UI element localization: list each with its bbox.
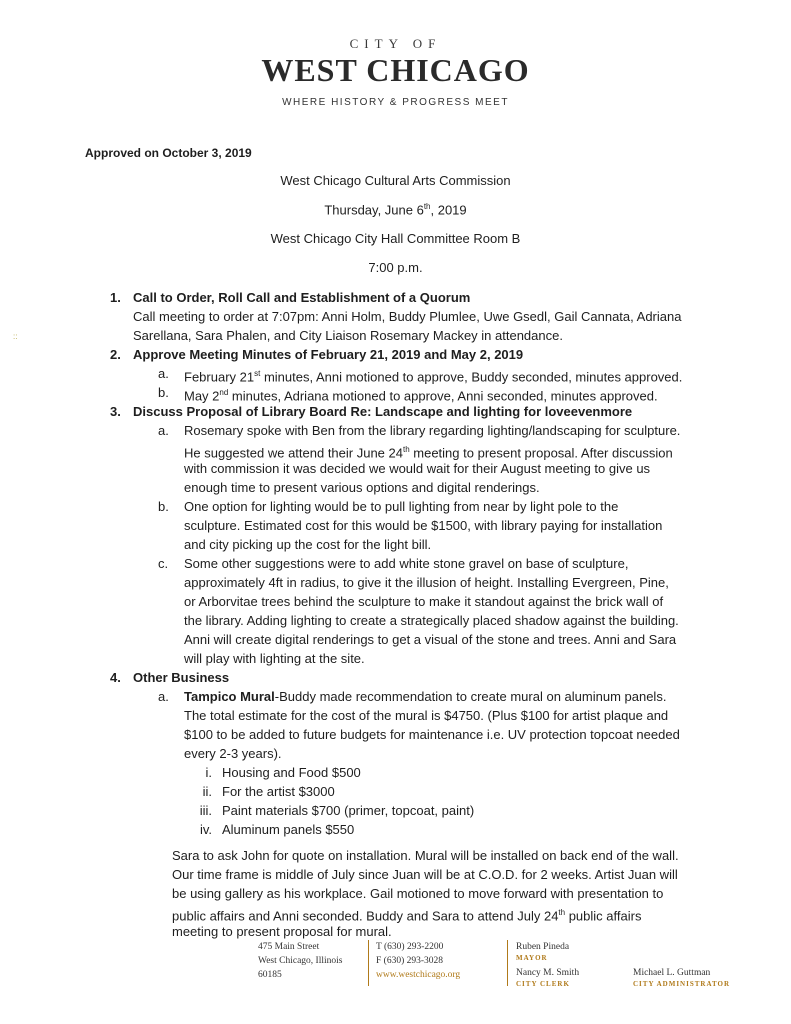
mural-line-2: $100 to be added to future budgets for maintenance i.e. UV protection topcoat needed xyxy=(184,727,680,742)
section-3-item-a-line-4: enough time to present various options and digital renderings. xyxy=(184,480,540,495)
section-3-item-c-line-4: the library. Adding lighting to create a strategically placed shadow against the building. xyxy=(184,613,679,628)
footer-address xyxy=(258,940,342,982)
mural-closing-line-4: public affairs and Anni seconded. Buddy and Sara to attend July 24th public affairs xyxy=(172,908,642,924)
section-3-item-b-line-1: One option for lighting would be to pull lighting from near by light pole to the xyxy=(184,499,619,514)
section-3-item-a-line-2: He suggested we attend their June 24th meeting to present proposal. After discussion xyxy=(184,445,673,461)
section-3-item-b-line-2: sculpture. Estimated cost for this would be $1500, with library paying for installation xyxy=(184,518,663,533)
footer-divider-2 xyxy=(507,940,508,986)
section-3-item-b-line-3: and city picking up the cost for the light bill. xyxy=(184,537,432,552)
footer-address-city: West Chicago, Illinois xyxy=(258,956,343,966)
section-3-item-c-line-3: or Arborvitae trees behind the sculpture to make it standout against the brick wall of xyxy=(184,594,664,609)
footer-contact xyxy=(376,940,460,982)
footer-phone: T (630) 293-2200 xyxy=(376,942,444,952)
letterhead-city-of: CITY OF xyxy=(349,36,442,51)
letterhead-city-name: WEST CHICAGO xyxy=(261,52,530,88)
mural-line-3: every 2-3 years). xyxy=(184,746,282,761)
mural-sub-iii-marker: iii. xyxy=(199,803,212,818)
section-3-item-c-line-2: approximately 4ft in radius, to give it the illusion of height. Installing Evergreen, Pine, xyxy=(184,575,669,590)
section-2-heading: Approve Meeting Minutes of February 21, 2019 and May 2, 2019 xyxy=(133,347,524,362)
mural-closing-line-1: Sara to ask John for quote on installation. Mural will be installed on back end of the wall. xyxy=(172,848,679,863)
section-3-item-a-line-3: with commission it was decided we would wait for their August meeting to give us xyxy=(184,461,651,476)
section-3-item-c-line-6: will play with lighting at the site. xyxy=(184,651,365,666)
mural-sub-ii-marker: ii. xyxy=(202,784,212,799)
footer-mayor-name: Ruben Pineda xyxy=(516,942,570,952)
mural-first-line xyxy=(184,687,666,707)
commission-title: West Chicago Cultural Arts Commission xyxy=(280,173,511,188)
mural-sub-i-marker: i. xyxy=(205,765,212,780)
footer-fax: F (630) 293-3028 xyxy=(376,956,444,966)
mural-closing-line-5: meeting to present proposal for mural. xyxy=(172,924,392,939)
footer-address-street: 475 Main Street xyxy=(258,942,320,952)
mural-closing-line-2: Our time frame is middle of July since Juan will be at C.O.D. for 2 weeks. Artist Juan will xyxy=(172,867,678,882)
footer-clerk xyxy=(516,966,579,989)
footer-administrator xyxy=(633,966,730,989)
section-3-item-b-marker: b. xyxy=(158,499,169,514)
scan-mark: :: xyxy=(13,332,18,341)
footer-website[interactable]: www.westchicago.org xyxy=(376,970,461,980)
section-2-number: 2. xyxy=(110,347,121,362)
footer-admin-title: CITY ADMINISTRATOR xyxy=(633,980,731,988)
section-3-item-c-marker: c. xyxy=(158,556,169,571)
mural-sub-iv-marker: iv. xyxy=(199,822,212,837)
section-4-heading: Other Business xyxy=(133,670,230,685)
section-3-heading: Discuss Proposal of Library Board Re: Landscape and lighting for loveevenmore xyxy=(133,404,633,419)
mural-sub-iii: Paint materials $700 (primer, topcoat, paint) xyxy=(222,803,475,818)
approval-note: Approved on October 3, 2019 xyxy=(85,146,252,160)
section-1-number: 1. xyxy=(110,290,121,305)
section-1-line-2: Sarellana, Sara Phalen, and City Liaison Rosemary Mackey in attendance. xyxy=(133,328,563,343)
section-2-item-b: May 2nd minutes, Adriana motioned to approve, Anni seconded, minutes approved. xyxy=(184,388,658,404)
section-3-item-a-marker: a. xyxy=(158,423,169,438)
section-3-number: 3. xyxy=(110,404,121,419)
meeting-time: 7:00 p.m. xyxy=(368,260,423,275)
mural-title: Tampico Mural xyxy=(184,689,275,704)
section-3-item-c-line-5: Anni will create digital renderings to get a visual of the stone and trees. Anni and Sara xyxy=(184,632,677,647)
footer-address-zip: 60185 xyxy=(258,970,282,980)
mural-first-text: -Buddy made recommendation to create mural on aluminum panels. xyxy=(274,689,667,704)
letterhead-tagline: WHERE HISTORY & PROGRESS MEET xyxy=(282,97,509,108)
section-1-line-1: Call meeting to order at 7:07pm: Anni Holm, Buddy Plumlee, Uwe Gsedl, Gail Cannata, Adriana xyxy=(133,309,682,324)
mural-sub-iv: Aluminum panels $550 xyxy=(222,822,355,837)
mural-line-1: The total estimate for the cost of the mural is $4750. (Plus $100 for artist plaque and xyxy=(184,708,669,723)
section-3-item-a-line-1: Rosemary spoke with Ben from the library regarding lighting/landscaping for sculpture. xyxy=(184,423,681,438)
footer-mayor xyxy=(516,940,569,963)
mural-closing-line-3: be using gallery as his workplace. Gail motioned to move forward with presentation to xyxy=(172,886,664,901)
section-1-heading: Call to Order, Roll Call and Establishment of a Quorum xyxy=(133,290,471,305)
section-2-item-b-marker: b. xyxy=(158,385,169,400)
footer-mayor-title: MAYOR xyxy=(516,954,548,962)
footer-clerk-name: Nancy M. Smith xyxy=(516,968,580,978)
footer-divider-1 xyxy=(368,940,369,986)
footer-clerk-title: CITY CLERK xyxy=(516,980,570,988)
section-2-item-a-marker: a. xyxy=(158,366,169,381)
section-3-item-c-line-1: Some other suggestions were to add white stone gravel on base of sculpture, xyxy=(184,556,629,571)
meeting-date: Thursday, June 6th, 2019 xyxy=(324,202,467,218)
section-4-number: 4. xyxy=(110,670,121,685)
mural-sub-i: Housing and Food $500 xyxy=(222,765,361,780)
mural-marker: a. xyxy=(158,689,169,704)
footer-admin-name: Michael L. Guttman xyxy=(633,968,711,978)
meeting-location: West Chicago City Hall Committee Room B xyxy=(270,231,521,246)
section-2-item-a: February 21st minutes, Anni motioned to approve, Buddy seconded, minutes approved. xyxy=(184,369,683,385)
mural-sub-ii: For the artist $3000 xyxy=(222,784,335,799)
